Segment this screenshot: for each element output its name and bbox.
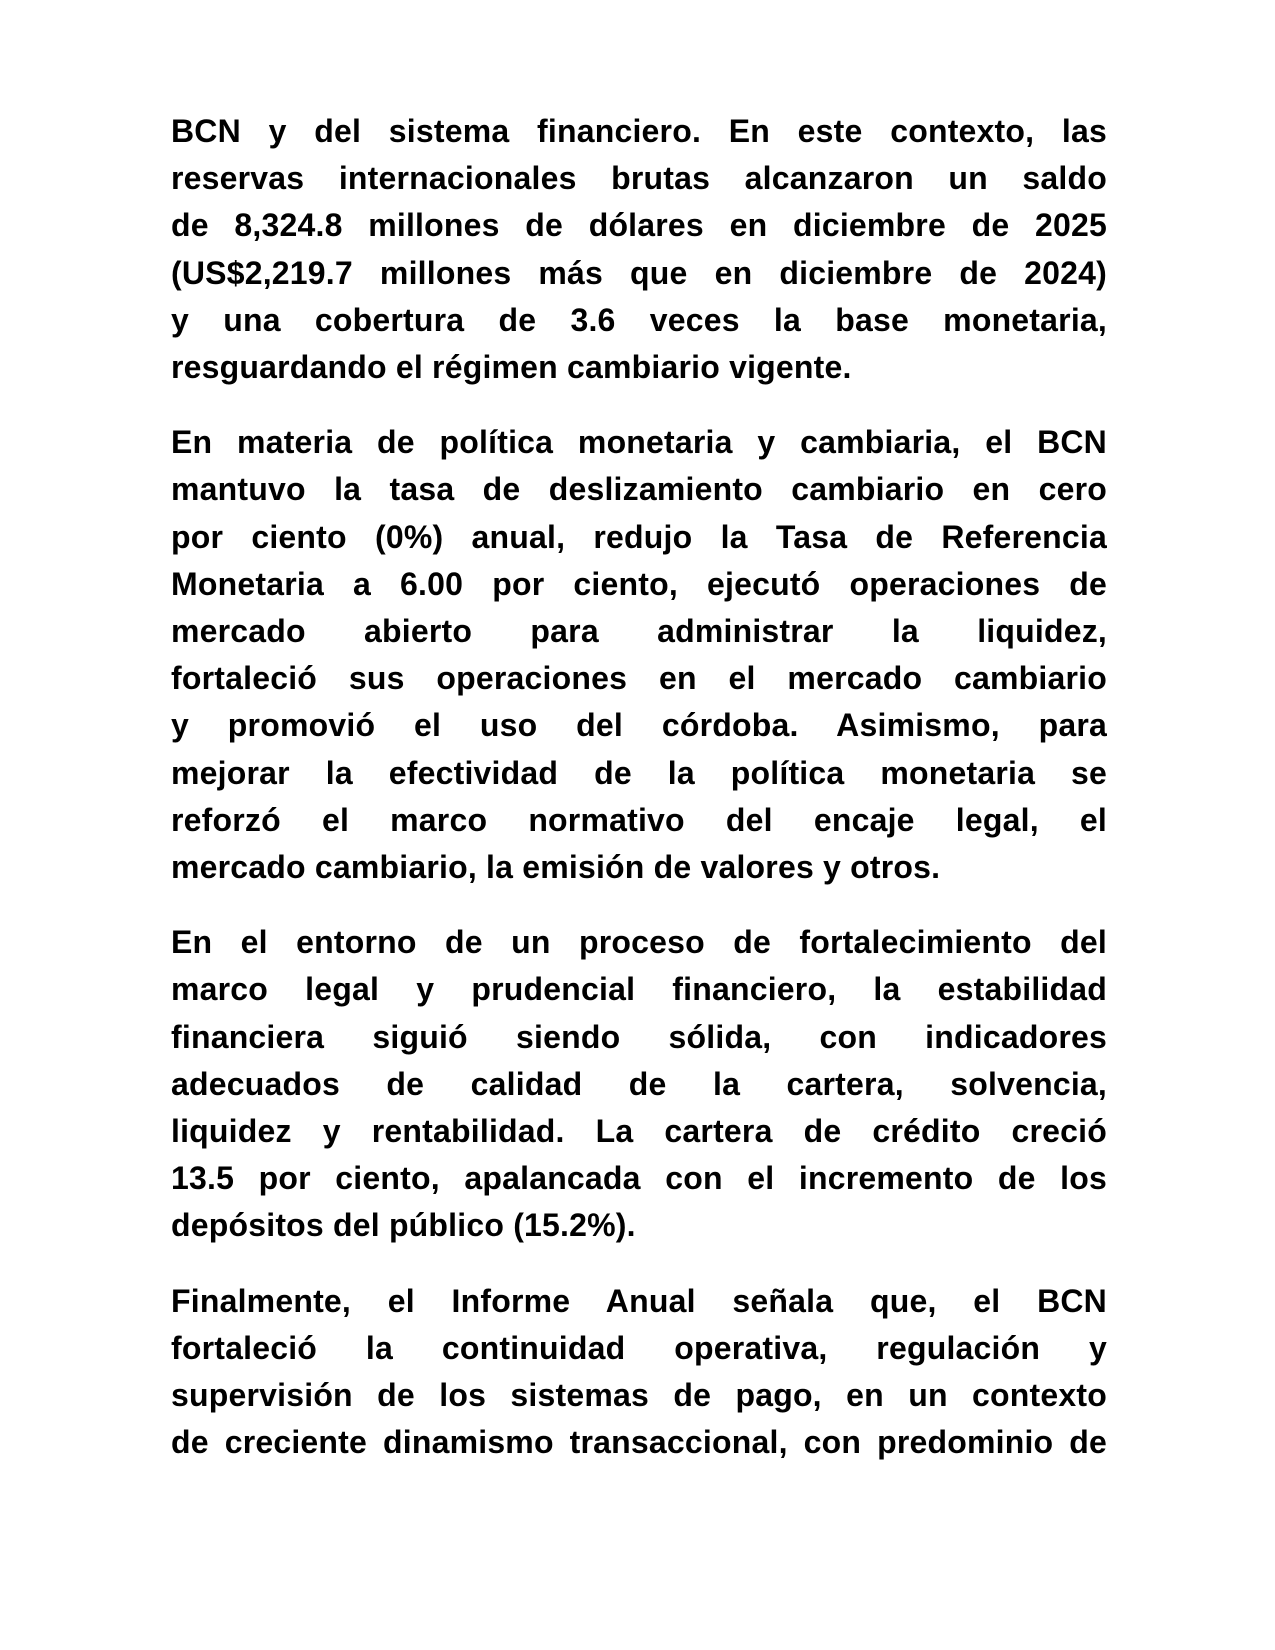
paragraph (171, 419, 1107, 891)
paragraph (171, 1278, 1107, 1467)
text-line: y promovió el uso del córdoba. Asimismo, para (171, 707, 1107, 744)
text-line: mercado cambiario, la emisión de valores y otros. (171, 849, 941, 886)
text-line: liquidez y rentabilidad. La cartera de crédito creció (171, 1113, 1107, 1150)
paragraph (171, 108, 1107, 391)
text-line: y una cobertura de 3.6 veces la base monetaria, (171, 301, 1107, 338)
text-line: mercado abierto para administrar la liquidez, (171, 613, 1107, 650)
text-line: (US$2,219.7 millones más que en diciembre de 2024) (171, 254, 1107, 291)
text-line: supervisión de los sistemas de pago, en un contexto (171, 1377, 1107, 1414)
paragraph (171, 919, 1107, 1249)
text-line: depósitos del público (15.2%). (171, 1207, 636, 1244)
text-line: Finalmente, el Informe Anual señala que, el BCN (171, 1282, 1107, 1319)
text-line: de creciente dinamismo transaccional, con predominio de (171, 1424, 1107, 1461)
text-line: BCN y del sistema financiero. En este contexto, las (171, 113, 1107, 149)
text-line: En materia de política monetaria y cambiaria, el BCN (171, 424, 1107, 461)
document-text-block (171, 108, 1107, 1466)
text-line: por ciento (0%) anual, redujo la Tasa de Referencia (171, 518, 1107, 555)
text-line: En el entorno de un proceso de fortalecimiento del (171, 924, 1107, 961)
text-line: mejorar la efectividad de la política monetaria se (171, 754, 1107, 791)
text-line: resguardando el régimen cambiario vigente. (171, 349, 852, 386)
text-line: reforzó el marco normativo del encaje legal, el (171, 801, 1107, 838)
text-line: 13.5 por ciento, apalancada con el incremento de los (171, 1160, 1107, 1197)
text-line: fortaleció la continuidad operativa, regulación y (171, 1329, 1107, 1366)
text-line: Monetaria a 6.00 por ciento, ejecutó operaciones de (171, 565, 1107, 602)
text-line: adecuados de calidad de la cartera, solvencia, (171, 1065, 1107, 1102)
text-line: reservas internacionales brutas alcanzaron un saldo (171, 160, 1107, 197)
text-line: fortaleció sus operaciones en el mercado cambiario (171, 660, 1107, 697)
text-line: mantuvo la tasa de deslizamiento cambiario en cero (171, 471, 1107, 508)
text-line: financiera siguió siendo sólida, con indicadores (171, 1018, 1107, 1055)
text-line: marco legal y prudencial financiero, la estabilidad (171, 971, 1107, 1008)
text-line: de 8,324.8 millones de dólares en diciembre de 2025 (171, 207, 1107, 244)
